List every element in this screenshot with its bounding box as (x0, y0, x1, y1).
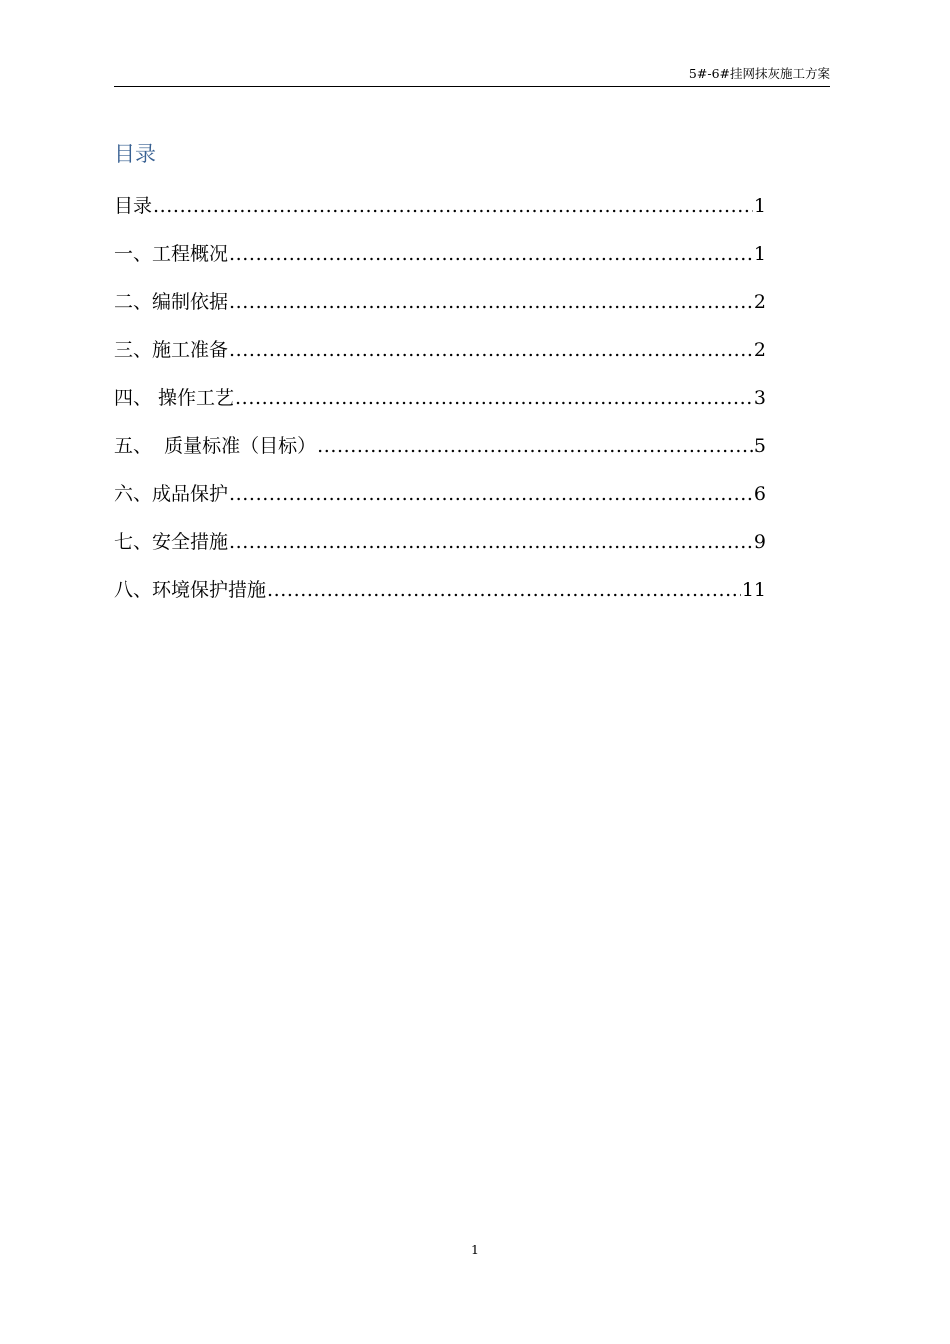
toc-entry-page: 5 (753, 435, 766, 457)
toc-entry-title: 五、 质量标准（目标） (114, 435, 317, 457)
toc-heading: 目录 (114, 142, 156, 166)
toc-entry-project-overview[interactable] (114, 240, 766, 288)
toc-entry-quality-standards[interactable] (114, 432, 766, 480)
toc-entry-title: 八、环境保护措施 (114, 579, 267, 601)
toc-entry-page: 3 (753, 387, 766, 409)
toc-entry-safety-measures[interactable] (114, 528, 766, 576)
toc-entry-construction-preparation[interactable] (114, 336, 766, 384)
page-header (114, 64, 830, 87)
toc-entry-title: 三、施工准备 (114, 339, 229, 361)
toc-dot-leader (229, 528, 753, 556)
toc-entry-page: 1 (753, 243, 766, 265)
toc-dot-leader (229, 480, 753, 508)
toc-entry-page: 2 (753, 291, 766, 313)
toc-entry-page: 6 (753, 483, 766, 505)
toc-entry-page: 2 (753, 339, 766, 361)
toc-entry-title: 六、成品保护 (114, 483, 229, 505)
table-of-contents (114, 192, 766, 624)
toc-entry-product-protection[interactable] (114, 480, 766, 528)
toc-dot-leader (229, 288, 753, 316)
header-title: 5#-6#挂网抹灰施工方案 (688, 66, 830, 81)
toc-entry-title: 目录 (114, 195, 153, 217)
toc-entry-title: 七、安全措施 (114, 531, 229, 553)
toc-entry-page: 1 (753, 195, 766, 217)
toc-entry-operation-process[interactable] (114, 384, 766, 432)
toc-dot-leader (267, 576, 741, 604)
toc-entry-page: 9 (753, 531, 766, 553)
toc-entry-title: 二、编制依据 (114, 291, 229, 313)
toc-dot-leader (229, 336, 753, 364)
toc-entry-environmental-protection[interactable] (114, 576, 766, 624)
toc-dot-leader (235, 384, 753, 412)
toc-entry-page: 11 (741, 579, 766, 601)
toc-entry-compilation-basis[interactable] (114, 288, 766, 336)
toc-dot-leader (153, 192, 753, 220)
toc-dot-leader (229, 240, 753, 268)
toc-entry-title: 四、 操作工艺 (114, 387, 235, 409)
toc-entry-contents[interactable] (114, 192, 766, 240)
toc-dot-leader (317, 432, 753, 460)
footer-page-number: 1 (471, 1242, 479, 1257)
toc-entry-title: 一、工程概况 (114, 243, 229, 265)
